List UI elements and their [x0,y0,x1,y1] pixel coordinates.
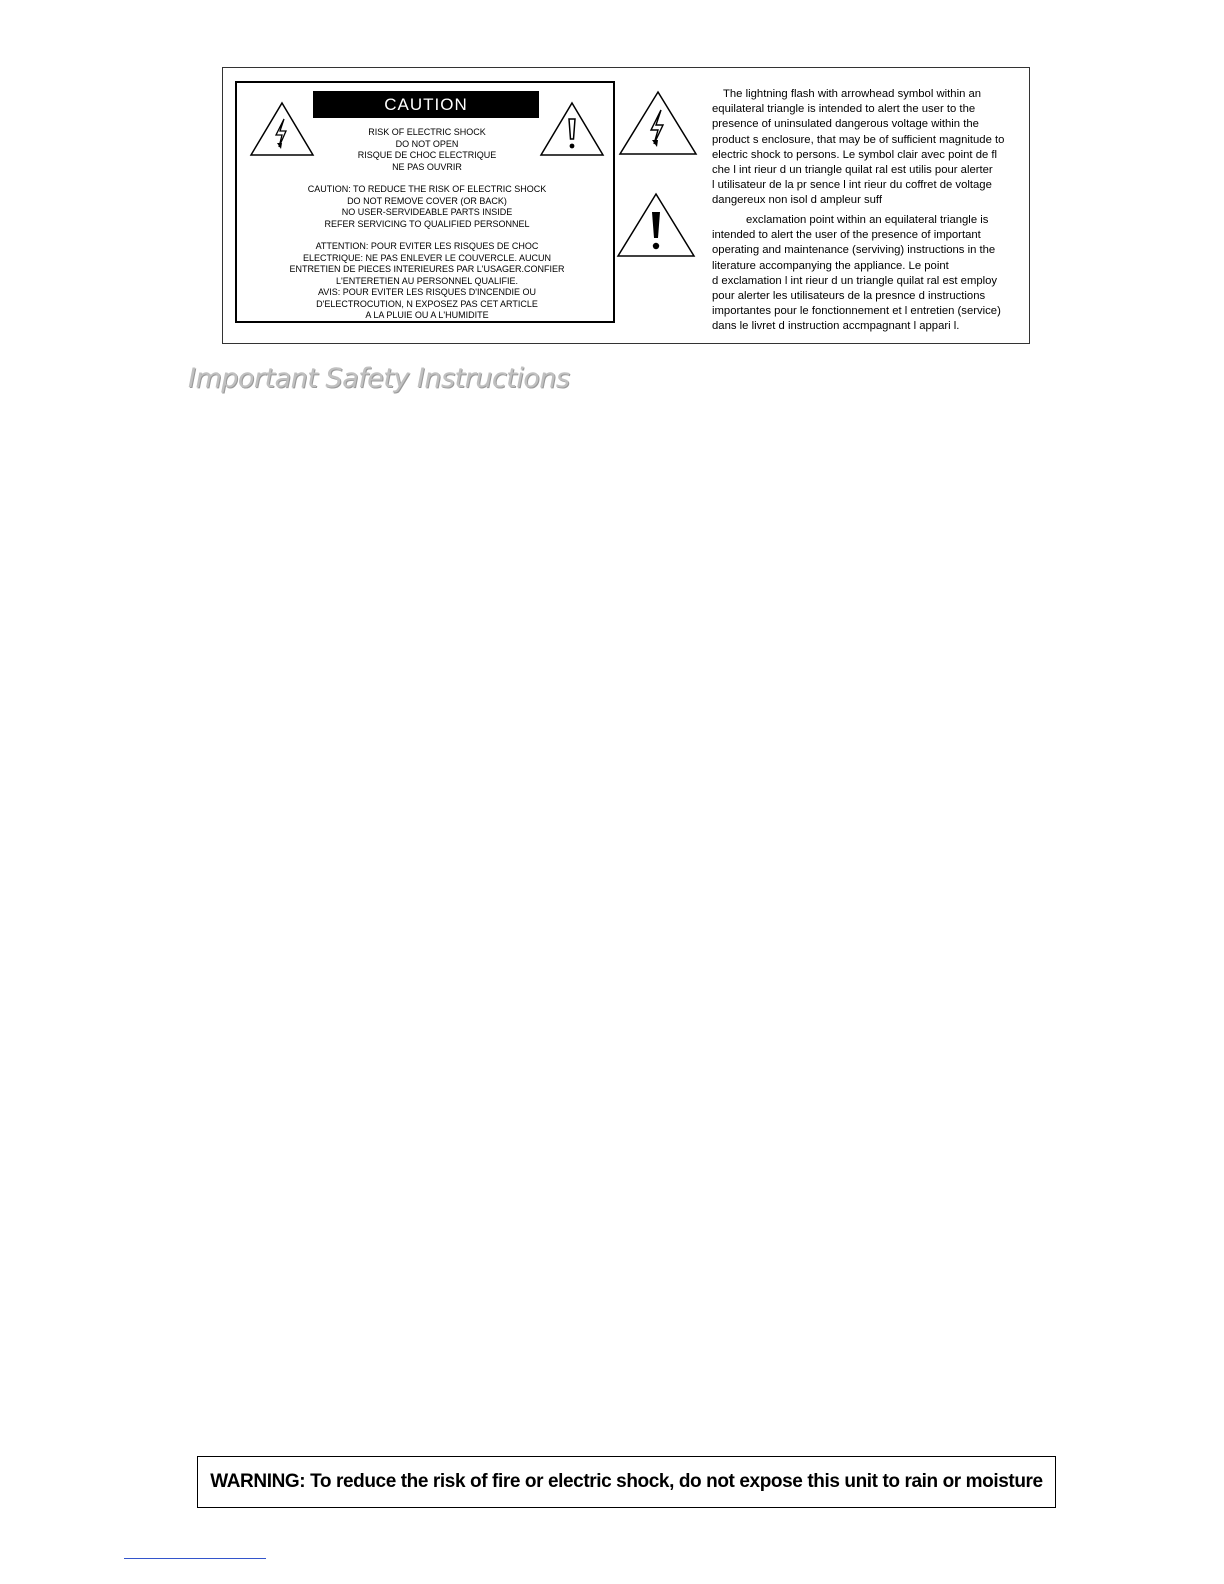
description-line: electric shock to persons. Le symbol clair avec point de fl [712,148,998,161]
caution-line: RISQUE DE CHOC ELECTRIQUE [357,150,497,160]
description-line: presence of uninsulated dangerous voltage within the [712,118,979,131]
caution-line: RISK OF ELECTRIC SHOCK [368,127,486,137]
caution-line: NO USER-SERVIDEABLE PARTS INSIDE [341,207,513,217]
description-line: che l int rieur d un triangle quilat ral est utilis pour alerter [712,164,993,177]
caution-line: D'ELECTROCUTION, N EXPOSEZ PAS CET ARTICLE [316,298,538,309]
caution-line: DO NOT OPEN [395,138,459,149]
description-line: literature accompanying the appliance. Le point [712,259,949,272]
caution-line: AVIS: POUR EVITER LES RISQUES D'INCENDIE OU [317,287,537,297]
description-line: equilateral triangle is intended to alert the user to the [712,103,976,116]
warning-box: WARNING: To reduce the risk of fire or electric shock, do not expose this unit to rain or moisture [197,1456,1056,1508]
caution-line: A LA PLUIE OU A L'HUMIDITE [365,310,489,320]
caution-text-group-1 [277,127,577,173]
description-line: d exclamation l int rieur d un triangle quilat ral est employ [712,274,998,287]
description-line: intended to alert the user of the presence of important [712,229,981,242]
caution-label-box [235,81,615,323]
description-line: l utilisateur de la pr sence l int rieur du coffret de voltage [712,179,992,192]
caution-panel [222,67,1030,344]
footer-divider [124,1558,266,1559]
description-line: operating and maintenance (serviving) instructions in the [712,244,996,257]
caution-line: L'ENTERETIEN AU PERSONNEL QUALIFIE. [336,275,518,286]
description-line: dangereux non isol d ampleur suff [712,194,882,207]
description-line: The lightning flash with arrowhead symbol within an [723,88,982,100]
description-line: product s enclosure, that may be of sufficient magnitude to [712,133,1005,146]
caution-line: ELECTRIQUE: NE PAS ENLEVER LE COUVERCLE. AUCUN [303,252,551,263]
caution-line: DO NOT REMOVE COVER (OR BACK) [347,195,507,206]
caution-line: ENTRETIEN DE PIECES INTERIEURES PAR L'USAGER.CONFIER [289,264,565,274]
exclamation-triangle-icon [616,192,696,258]
exclamation-symbol-description [712,213,1032,335]
section-title: Important Safety Instructions [188,363,570,394]
caution-line: CAUTION: TO REDUCE THE RISK OF ELECTRIC SHOCK [307,184,547,194]
lightning-symbol-description [712,87,1032,209]
caution-line: ATTENTION: POUR EVITER LES RISQUES DE CHOC [315,241,539,251]
caution-header: CAUTION [313,91,539,118]
caution-line: NE PAS OUVRIR [392,161,462,172]
caution-line: REFER SERVICING TO QUALIFIED PERSONNEL [324,218,530,229]
caution-text-group-2 [277,184,577,230]
caution-text-group-3 [277,241,577,322]
description-line: exclamation point within an equilateral triangle is [746,214,989,226]
description-line: pour alerter les utilisateurs de la presnce d instructions [712,290,986,303]
description-line: dans le livret d instruction accmpagnant l appari l. [712,320,960,333]
lightning-triangle-icon [618,90,698,156]
description-line: importantes pour le fonctionnement et l entretien (service) [712,305,1001,318]
